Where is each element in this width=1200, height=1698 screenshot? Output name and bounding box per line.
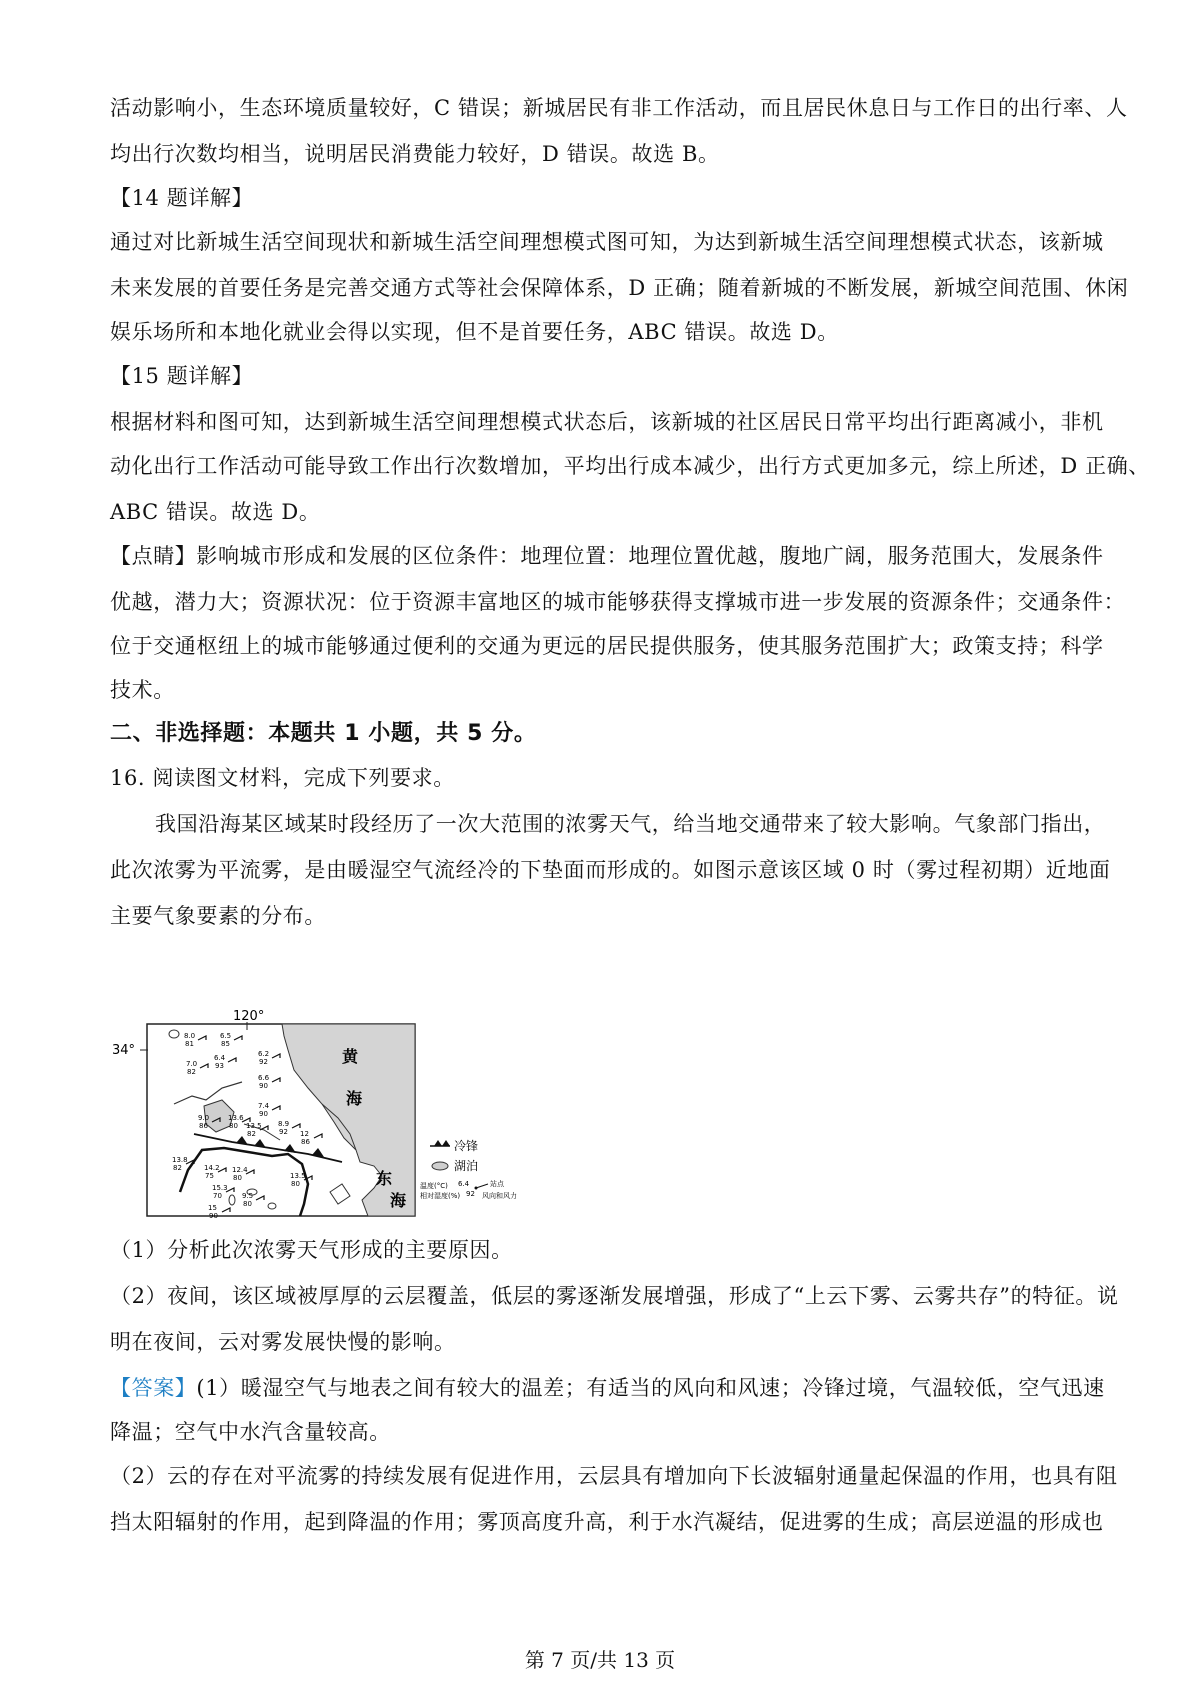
sub-question-1: （1）分析此次浓雾天气形成的主要原因。: [110, 1238, 513, 1262]
answer-tag: 【答案】: [110, 1376, 197, 1400]
station-temp: 9.0: [198, 1114, 210, 1122]
legend-wind: 风向和风力: [482, 1192, 517, 1200]
station-humidity: 75: [205, 1172, 214, 1180]
station-humidity: 80: [229, 1122, 238, 1130]
answer-text: (1）暖湿空气与地表之间有较大的温差；有适当的风向和风速；冷锋过境，气温较低，空气迅速: [196, 1376, 1105, 1400]
latitude-label: 34°: [112, 1043, 136, 1058]
station-humidity: 70: [213, 1192, 222, 1200]
material-line: 我国沿海某区域某时段经历了一次大范围的浓雾天气，给当地交通带来了较大影响。气象部门指出，: [155, 812, 1106, 836]
legend-lake: 湖泊: [454, 1159, 479, 1173]
station-temp: 13.5: [246, 1122, 262, 1130]
answer-line: （2）云的存在对平流雾的持续发展有促进作用，云层具有增加向下长波辐射通量起保温的作用，也具有阻: [110, 1464, 1118, 1488]
station-temp: 13.6: [228, 1114, 244, 1122]
legend-cold-front: 冷锋: [454, 1139, 479, 1153]
station-temp: 15: [208, 1204, 217, 1212]
text-line: ABC 错误。故选 D。: [110, 500, 321, 524]
east-sea-label: 东: [376, 1169, 393, 1188]
sub-question-2-line: （2）夜间，该区域被厚厚的云层覆盖，低层的雾逐渐发展增强，形成了“上云下雾、云雾共存”的特征。说: [110, 1284, 1119, 1308]
station-temp: 13.5: [290, 1172, 306, 1180]
station-humidity: 90: [259, 1082, 268, 1090]
station-humidity: 85: [221, 1040, 230, 1048]
station-humidity: 93: [215, 1062, 224, 1070]
station-humidity: 86: [301, 1138, 310, 1146]
station-humidity: 80: [291, 1180, 300, 1188]
station-humidity: 81: [185, 1040, 194, 1048]
text-line: 均出行次数均相当，说明居民消费能力较好，D 错误。故选 B。: [110, 142, 720, 166]
text-line: 根据材料和图可知，达到新城生活空间理想模式状态后，该新城的社区居民日常平均出行距离减小，非机: [110, 410, 1104, 434]
text-line: 活动影响小，生态环境质量较好，C 错误；新城居民有非工作活动，而且居民休息日与工作日的出行率、人: [110, 96, 1128, 120]
station-temp: 12.4: [232, 1166, 248, 1174]
text-line: 动化出行工作活动可能导致工作出行次数增加，平均出行成本减少，出行方式更加多元，综上所述，D 正确、: [110, 454, 1150, 478]
station-temp: 8.0: [184, 1032, 196, 1040]
station-humidity: 86: [199, 1122, 208, 1130]
station-temp: 12: [300, 1130, 309, 1138]
material-line: 主要气象要素的分布。: [110, 904, 326, 928]
station-humidity: 80: [233, 1174, 242, 1182]
legend-example-temp: 6.4: [458, 1180, 470, 1188]
yellow-sea-label: 海: [346, 1089, 363, 1108]
station-temp: 6.2: [258, 1050, 270, 1058]
text-line: 技术。: [110, 678, 175, 702]
section-heading: 二、非选择题：本题共 1 小题，共 5 分。: [110, 721, 537, 746]
question-number: 16. 阅读图文材料，完成下列要求。: [110, 766, 455, 790]
text-line: 通过对比新城生活空间现状和新城生活空间理想模式图可知，为达到新城生活空间理想模式状态，该新城: [110, 230, 1104, 254]
text-line: 位于交通枢纽上的城市能够通过便利的交通为更远的居民提供服务，使其服务范围扩大；政策支持；科学: [110, 634, 1104, 658]
station-humidity: 90: [209, 1212, 218, 1220]
station-temp: 6.4: [214, 1054, 226, 1062]
legend-humidity: 相对湿度(%): [420, 1192, 461, 1200]
station-humidity: 90: [259, 1110, 268, 1118]
station-temp: 14.2: [204, 1164, 220, 1172]
legend-station: 站点: [490, 1180, 504, 1188]
station-humidity: 82: [173, 1164, 182, 1172]
station-temp: 9.5: [242, 1192, 254, 1200]
longitude-label: 120°: [233, 1009, 265, 1024]
station-temp: 7.0: [186, 1060, 198, 1068]
station-temp: 6.6: [258, 1074, 270, 1082]
page-footer: 第 7 页/共 13 页: [524, 1648, 676, 1672]
station-humidity: 92: [259, 1058, 268, 1066]
station-humidity: 92: [279, 1128, 288, 1136]
station-temp: 15.3: [212, 1184, 228, 1192]
material-line: 此次浓雾为平流雾，是由暖湿空气流经冷的下垫面而形成的。如图示意该区域 0 时（雾过程初期）近地面: [110, 858, 1111, 882]
yellow-sea-label: 黄: [342, 1047, 359, 1066]
weather-map-figure: [112, 1000, 622, 1220]
text-line: 优越，潜力大；资源状况：位于资源丰富地区的城市能够获得支撑城市进一步发展的资源条件；交通条件：: [110, 590, 1126, 614]
text-line: 【点睛】影响城市形成和发展的区位条件：地理位置：地理位置优越，腹地广阔，服务范围大，发展条件: [110, 544, 1104, 568]
answer-line: 降温；空气中水汽含量较高。: [110, 1420, 391, 1444]
station-temp: 13.8: [172, 1156, 188, 1164]
subsection-title: 【15 题详解】: [110, 364, 254, 388]
legend-example-hum: 92: [466, 1190, 475, 1198]
weather-map: [112, 1000, 622, 1220]
station-temp: 6.5: [220, 1032, 232, 1040]
legend-temp: 温度(°C): [420, 1182, 448, 1190]
subsection-title: 【14 题详解】: [110, 186, 254, 210]
station-humidity: 82: [187, 1068, 196, 1076]
station-humidity: 80: [243, 1200, 252, 1208]
station-temp: 7.4: [258, 1102, 270, 1110]
east-sea-label: 海: [390, 1191, 407, 1210]
station-temp: 8.9: [278, 1120, 290, 1128]
sub-question-2-line: 明在夜间，云对雾发展快慢的影响。: [110, 1330, 456, 1354]
answer-line: 挡太阳辐射的作用，起到降温的作用；雾顶高度升高，利于水汽凝结，促进雾的生成；高层逆温的形成也: [110, 1510, 1104, 1534]
text-line: 未来发展的首要任务是完善交通方式等社会保障体系，D 正确；随着新城的不断发展，新城空间范围、休闲: [110, 276, 1129, 300]
text-line: 娱乐场所和本地化就业会得以实现，但不是首要任务，ABC 错误。故选 D。: [110, 320, 839, 344]
answer-line-1: [110, 1376, 1105, 1400]
station-humidity: 82: [247, 1130, 256, 1138]
